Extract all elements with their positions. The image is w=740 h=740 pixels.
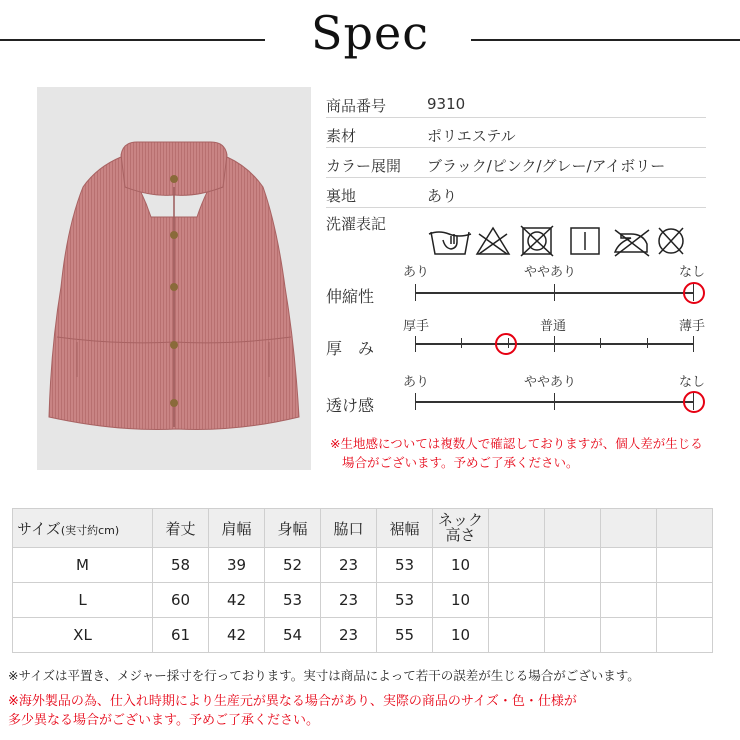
page-title: Spec	[311, 6, 429, 60]
spec-label-item-number: 商品番号	[326, 97, 387, 115]
value-cell: 53	[377, 548, 433, 583]
fabric-note	[330, 434, 703, 472]
size-cell: L	[13, 583, 153, 618]
scale-thickness-right: 薄手	[679, 319, 706, 334]
spec-label-colors: カラー展開	[326, 157, 402, 175]
scale-thickness-left: 厚手	[403, 319, 430, 334]
spec-label-material: 素材	[326, 127, 357, 145]
scale-thickness-marker	[495, 333, 517, 355]
value-cell: 55	[377, 618, 433, 653]
empty-cell	[601, 509, 657, 548]
footnote-overseas	[8, 692, 577, 730]
size-table-header	[13, 509, 713, 548]
size-row-l	[13, 583, 713, 618]
scale-stretch-right: なし	[679, 265, 706, 280]
title-rule-right	[471, 39, 740, 41]
neck-header-line-2: 高さ	[445, 526, 476, 544]
col-header-neck	[433, 509, 489, 548]
scale-sheer-left: あり	[403, 375, 430, 390]
col-header-hem: 裾幅	[377, 509, 433, 548]
scale-tick	[415, 336, 416, 352]
size-header-cell	[13, 509, 153, 548]
empty-cell	[489, 509, 545, 548]
scale-stretch-label: 伸縮性	[326, 287, 375, 306]
line-dry-icon	[571, 228, 599, 254]
scale-tick	[554, 336, 555, 352]
value-cell: 42	[209, 618, 265, 653]
scale-tick	[415, 393, 416, 410]
scale-sheer-label: 透け感	[326, 396, 375, 415]
spec-value-material: ポリエステル	[427, 127, 516, 145]
empty-cell	[601, 583, 657, 618]
scale-sheer-marker	[683, 391, 705, 413]
empty-cell	[601, 618, 657, 653]
spec-divider	[326, 177, 706, 178]
value-cell: 52	[265, 548, 321, 583]
value-cell: 60	[153, 583, 209, 618]
value-cell: 53	[265, 583, 321, 618]
value-cell: 23	[321, 583, 377, 618]
empty-cell	[545, 583, 601, 618]
scale-tick	[554, 393, 555, 410]
size-header-main: サイズ	[17, 519, 61, 538]
scale-thickness-mid: 普通	[540, 319, 567, 334]
spec-divider	[326, 147, 706, 148]
no-iron-icon	[615, 230, 649, 256]
empty-cell	[657, 583, 713, 618]
no-bleach-icon	[477, 228, 509, 254]
col-header-length: 着丈	[153, 509, 209, 548]
value-cell: 10	[433, 618, 489, 653]
empty-cell	[657, 548, 713, 583]
empty-cell	[545, 548, 601, 583]
size-cell: XL	[13, 618, 153, 653]
value-cell: 10	[433, 583, 489, 618]
col-header-armhole: 脇口	[321, 509, 377, 548]
neck-header-line-1: ネック	[437, 511, 483, 529]
spec-label-lining: 裏地	[326, 187, 357, 205]
scale-sheer-right: なし	[679, 375, 706, 390]
scale-tick	[554, 284, 555, 301]
value-cell: 23	[321, 618, 377, 653]
scale-tick	[461, 338, 462, 348]
size-row-m	[13, 548, 713, 583]
empty-cell	[489, 548, 545, 583]
spec-divider	[326, 117, 706, 118]
footnote-overseas-line-2: 多少異なる場合がございます。予めご了承ください。	[8, 713, 319, 728]
scale-thickness-label: 厚 み	[326, 339, 375, 358]
no-dry-clean-icon	[659, 228, 683, 254]
empty-cell	[657, 509, 713, 548]
empty-cell	[545, 618, 601, 653]
spec-value-lining: あり	[427, 187, 458, 205]
vest-illustration	[37, 87, 311, 470]
footnote-overseas-line-1: ※海外製品の為、仕入れ時期により生産元が異なる場合があり、実際の商品のサイズ・色・仕様が	[8, 694, 577, 709]
size-row-xl	[13, 618, 713, 653]
product-photo	[37, 87, 311, 470]
value-cell: 61	[153, 618, 209, 653]
scale-stretch-mid: ややあり	[524, 265, 577, 280]
size-cell: M	[13, 548, 153, 583]
col-header-shoulder: 肩幅	[209, 509, 265, 548]
size-header-sub: (実寸約cm)	[60, 523, 120, 537]
scale-tick	[647, 338, 648, 348]
empty-cell	[657, 618, 713, 653]
no-tumble-dry-icon	[521, 226, 553, 256]
value-cell: 23	[321, 548, 377, 583]
scale-stretch-marker	[683, 282, 705, 304]
value-cell: 54	[265, 618, 321, 653]
value-cell: 58	[153, 548, 209, 583]
value-cell: 42	[209, 583, 265, 618]
size-table	[12, 508, 713, 653]
scale-tick	[415, 284, 416, 301]
scale-stretch-left: あり	[403, 265, 430, 280]
fabric-note-line-1: ※生地感については複数人で確認しておりますが、個人差が生じる	[330, 436, 703, 451]
scale-sheer-mid: ややあり	[524, 375, 577, 390]
hand-wash-icon	[429, 232, 471, 254]
empty-cell	[601, 548, 657, 583]
spec-label-care: 洗濯表記	[326, 215, 387, 233]
footnote-measure: ※サイズは平置き、メジャー採寸を行っております。実寸は商品によって若干の誤差が生じる場合がございます。	[8, 668, 640, 683]
col-header-chest: 身幅	[265, 509, 321, 548]
fabric-note-line-2: 場合がございます。予めご了承ください。	[342, 455, 579, 470]
empty-cell	[489, 583, 545, 618]
value-cell: 53	[377, 583, 433, 618]
empty-cell	[545, 509, 601, 548]
care-icons	[427, 222, 687, 258]
spec-divider	[326, 207, 706, 208]
spec-value-item-number: 9310	[427, 95, 466, 113]
scale-tick	[600, 338, 601, 348]
value-cell: 39	[209, 548, 265, 583]
scale-tick	[693, 336, 694, 352]
empty-cell	[489, 618, 545, 653]
value-cell: 10	[433, 548, 489, 583]
spec-value-colors: ブラック/ピンク/グレー/アイボリー	[427, 157, 666, 175]
